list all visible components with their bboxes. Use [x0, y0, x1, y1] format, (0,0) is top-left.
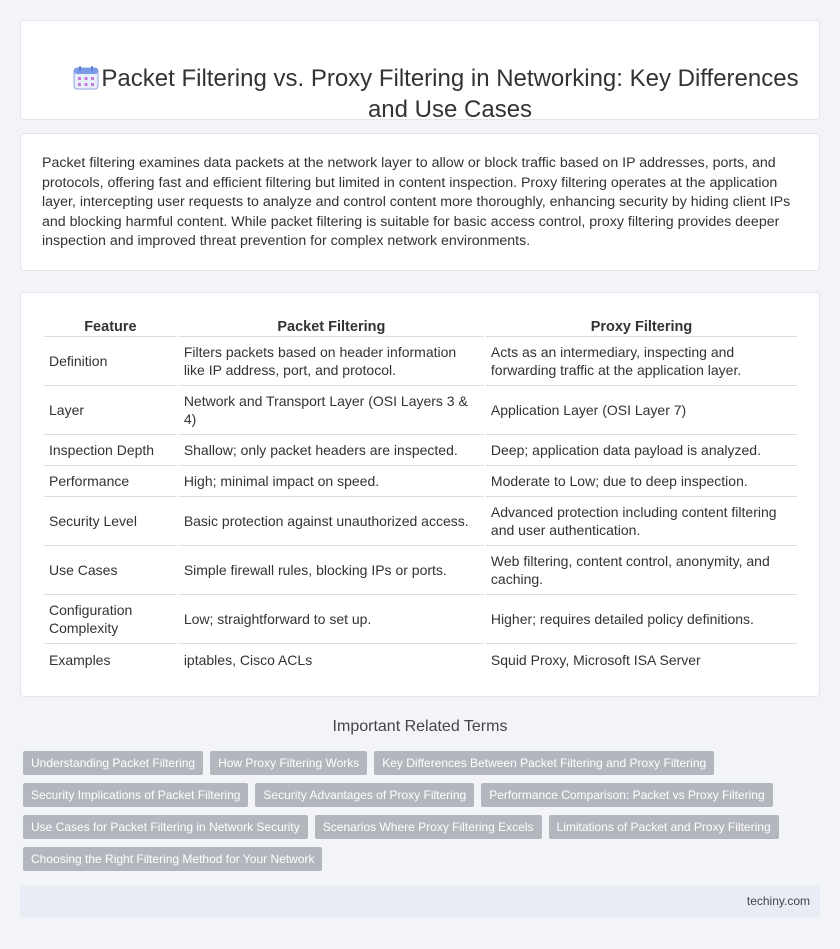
proxy-cell: Moderate to Low; due to deep inspection. [486, 466, 797, 497]
table-row [44, 595, 797, 644]
related-term-tag[interactable]: Limitations of Packet and Proxy Filtering [549, 815, 779, 839]
table-row [44, 466, 797, 497]
comparison-card [20, 292, 820, 697]
related-term-tag[interactable]: Security Advantages of Proxy Filtering [255, 783, 474, 807]
related-term-tag[interactable]: Performance Comparison: Packet vs Proxy Filtering [481, 783, 772, 807]
related-term-tag[interactable]: Understanding Packet Filtering [23, 751, 203, 775]
header-packet-filtering: Packet Filtering [179, 315, 484, 337]
related-term-tag[interactable]: Use Cases for Packet Filtering in Network Security [23, 815, 308, 839]
packet-cell: Network and Transport Layer (OSI Layers 3 & 4) [179, 386, 484, 435]
header-proxy-filtering: Proxy Filtering [486, 315, 797, 337]
packet-cell: High; minimal impact on speed. [179, 466, 484, 497]
packet-cell: Filters packets based on header information like IP address, port, and protocol. [179, 337, 484, 386]
footer [20, 886, 820, 918]
feature-cell: Security Level [44, 497, 177, 546]
title-card [20, 20, 820, 123]
proxy-cell: Application Layer (OSI Layer 7) [486, 386, 797, 435]
intro-paragraph: Packet filtering examines data packets at the network layer to allow or block traffic based on IP addresses, ports, and protocols, offering fast and efficient filtering but limited in content inspection. Proxy filtering operates at the application layer, intercepting user requests to analyze and control content more thoroughly, enhancing security by hiding client IPs and blocking harmful content. While packet filtering is suitable for basic access control, proxy filtering provides deeper inspection and improved threat prevention for complex network environments. [42, 155, 791, 249]
table-row [44, 337, 797, 386]
related-terms-title: Important Related Terms [332, 718, 508, 735]
table-row [44, 644, 797, 675]
related-term-tag[interactable]: Scenarios Where Proxy Filtering Excels [315, 815, 542, 839]
footer-site-link[interactable]: techiny.com [746, 894, 810, 908]
proxy-cell: Deep; application data payload is analyzed. [486, 435, 797, 466]
related-term-tag[interactable]: Key Differences Between Packet Filtering and Proxy Filtering [374, 751, 714, 775]
proxy-cell: Web filtering, content control, anonymity, and caching. [486, 546, 797, 595]
related-terms-list [23, 751, 803, 871]
feature-cell: Layer [44, 386, 177, 435]
packet-cell: Shallow; only packet headers are inspected. [179, 435, 484, 466]
table-row [44, 546, 797, 595]
proxy-cell: Higher; requires detailed policy definitions. [486, 595, 797, 644]
feature-cell: Configuration Complexity [44, 595, 177, 644]
packet-cell: Low; straightforward to set up. [179, 595, 484, 644]
header-feature: Feature [44, 315, 177, 337]
proxy-cell: Advanced protection including content filtering and user authentication. [486, 497, 797, 546]
calendar-icon [73, 66, 99, 90]
related-term-tag[interactable]: Choosing the Right Filtering Method for Your Network [23, 847, 322, 871]
table-row [44, 435, 797, 466]
feature-cell: Use Cases [44, 546, 177, 595]
proxy-cell: Acts as an intermediary, inspecting and forwarding traffic at the application layer. [486, 337, 797, 386]
proxy-cell: Squid Proxy, Microsoft ISA Server [490, 651, 701, 668]
packet-cell: iptables, Cisco ACLs [183, 651, 313, 668]
feature-cell: Performance [44, 466, 177, 497]
table-header-row [44, 315, 797, 337]
page-title: Packet Filtering vs. Proxy Filtering in Networking: Key Differences and Use Cases [101, 65, 799, 123]
intro-card [20, 133, 820, 271]
feature-cell: Examples [49, 651, 111, 668]
feature-cell: Definition [44, 337, 177, 386]
packet-cell: Simple firewall rules, blocking IPs or ports. [179, 546, 484, 595]
packet-cell: Basic protection against unauthorized access. [179, 497, 484, 546]
related-term-tag[interactable]: Security Implications of Packet Filtering [23, 783, 248, 807]
related-term-tag[interactable]: How Proxy Filtering Works [210, 751, 367, 775]
table-row [44, 497, 797, 546]
comparison-table [42, 315, 799, 675]
feature-cell: Inspection Depth [44, 435, 177, 466]
table-row [44, 386, 797, 435]
